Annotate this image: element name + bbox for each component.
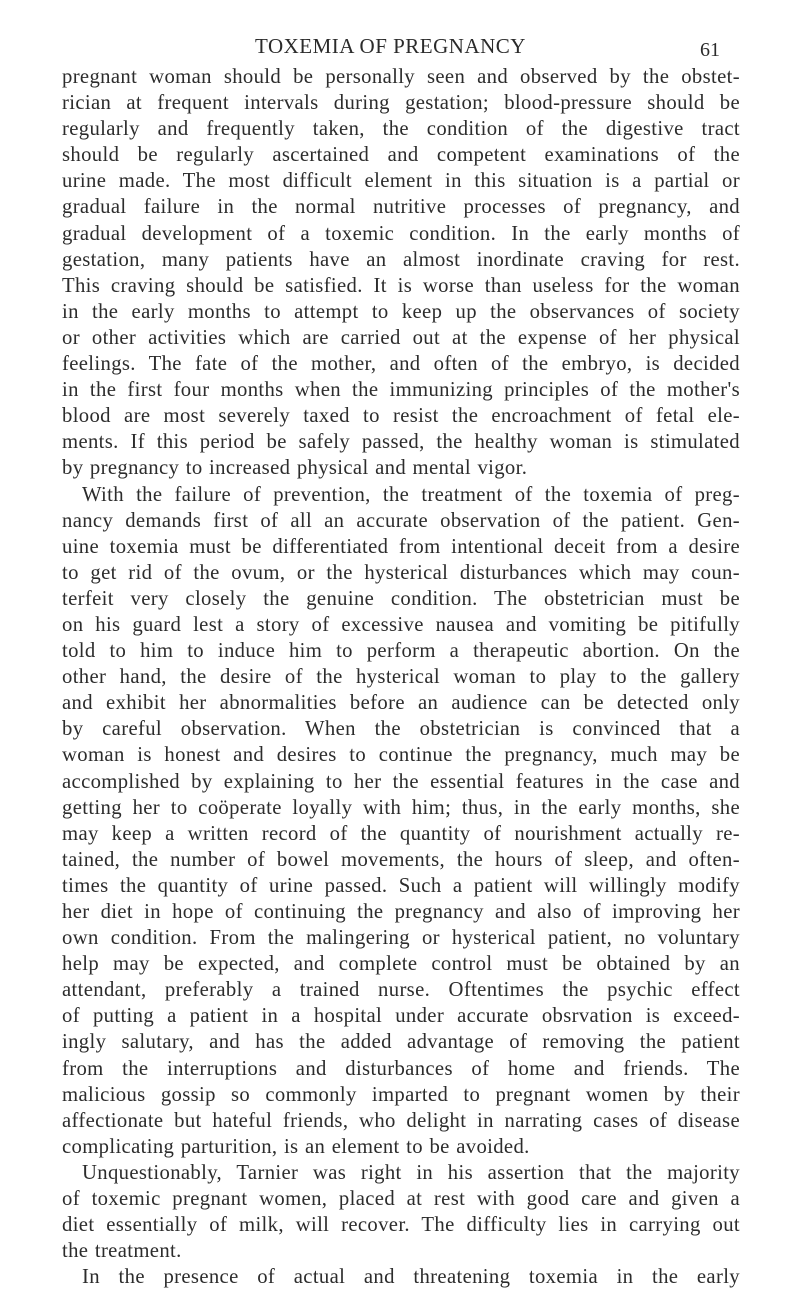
text-line: ingly salutary, and has the added advantage of removing the patient (62, 1031, 740, 1054)
text-line: to get rid of the ovum, or the hysterical disturbances which may coun- (62, 561, 740, 584)
text-line: by careful observation. When the obstetrician is convinced that a (62, 718, 740, 741)
text-line: help may be expected, and complete control must be obtained by an (62, 953, 740, 976)
text-line: With the failure of prevention, the treatment of the toxemia of preg- (82, 483, 740, 506)
text-line: should be regularly ascertained and competent examinations of the (62, 144, 740, 167)
text-line: of putting a patient in a hospital under accurate obsrvation is exceed- (62, 1005, 740, 1028)
page-number: 61 (700, 39, 720, 61)
text-line: on his guard lest a story of excessive nausea and vomiting be pitifully (62, 613, 740, 636)
text-line: and exhibit her abnormalities before an audience can be detected only (62, 692, 740, 715)
text-line: told to him to induce him to perform a therapeutic abortion. On the (62, 640, 740, 663)
text-line: Unquestionably, Tarnier was right in his assertion that the majority (82, 1161, 740, 1184)
text-line: nancy demands first of all an accurate observation of the patient. Gen- (62, 509, 740, 532)
text-line: malicious gossip so commonly imparted to pregnant women by their (62, 1083, 740, 1106)
text-line: may keep a written record of the quantity of nourishment actually re- (62, 822, 740, 845)
text-line: terfeit very closely the genuine condition. The obstetrician must be (62, 587, 740, 610)
text-line: of toxemic pregnant women, placed at rest with good care and given a (62, 1188, 740, 1211)
text-line: regularly and frequently taken, the condition of the digestive tract (62, 118, 740, 141)
text-line: rician at frequent intervals during gestation; blood-pressure should be (62, 92, 740, 115)
text-line: ments. If this period be safely passed, the healthy woman is stimulated (62, 431, 740, 454)
text-line: woman is honest and desires to continue the pregnancy, much may be (62, 744, 740, 767)
text-line: by pregnancy to increased physical and mental vigor. (62, 457, 528, 480)
text-line: from the interruptions and disturbances of home and friends. The (62, 1057, 740, 1080)
text-line: affectionate but hateful friends, who delight in narrating cases of disease (62, 1109, 740, 1132)
text-line: gestation, many patients have an almost inordinate craving for rest. (62, 248, 740, 271)
running-head (0, 34, 800, 64)
text-line: the treatment. (62, 1240, 182, 1263)
text-line: This craving should be satisfied. It is worse than useless for the woman (62, 274, 740, 297)
text-line: in the first four months when the immunizing principles of the mother's (62, 379, 740, 402)
text-line: feelings. The fate of the mother, and often of the embryo, is decided (62, 353, 740, 376)
text-line: accomplished by explaining to her the essential features in the case and (62, 770, 740, 793)
text-line: in the early months to attempt to keep up the observances of society (62, 300, 740, 323)
text-line: tained, the number of bowel movements, the hours of sleep, and often- (62, 848, 740, 871)
body-text (62, 64, 740, 1290)
text-line: blood are most severely taxed to resist the encroachment of fetal ele- (62, 405, 740, 428)
text-line: times the quantity of urine passed. Such a patient will willingly modify (62, 874, 740, 897)
text-line: her diet in hope of continuing the pregnancy and also of improving her (62, 901, 740, 923)
text-line: other hand, the desire of the hysterical woman to play to the gallery (62, 666, 740, 689)
text-line: complicating parturition, is an element to be avoided. (62, 1135, 530, 1158)
text-line: gradual development of a toxemic condition. In the early months of (62, 222, 740, 245)
text-line: own condition. From the malingering or hysterical patient, no voluntary (62, 927, 740, 950)
text-line: urine made. The most difficult element in this situation is a partial or (62, 170, 740, 193)
text-line: pregnant woman should be personally seen and observed by the obstet- (62, 66, 740, 88)
text-line: In the presence of actual and threatening toxemia in the early (82, 1266, 740, 1289)
running-title: TOXEMIA OF PREGNANCY (255, 34, 526, 58)
text-line: attendant, preferably a trained nurse. Oftentimes the psychic effect (62, 979, 740, 1002)
text-line: diet essentially of milk, will recover. The difficulty lies in carrying out (62, 1214, 740, 1237)
text-line: uine toxemia must be differentiated from intentional deceit from a desire (62, 535, 740, 558)
text-line: or other activities which are carried out at the expense of her physical (62, 326, 740, 349)
text-line: gradual failure in the normal nutritive processes of pregnancy, and (62, 196, 740, 219)
text-line: getting her to coöperate loyally with him; thus, in the early months, she (62, 796, 740, 819)
